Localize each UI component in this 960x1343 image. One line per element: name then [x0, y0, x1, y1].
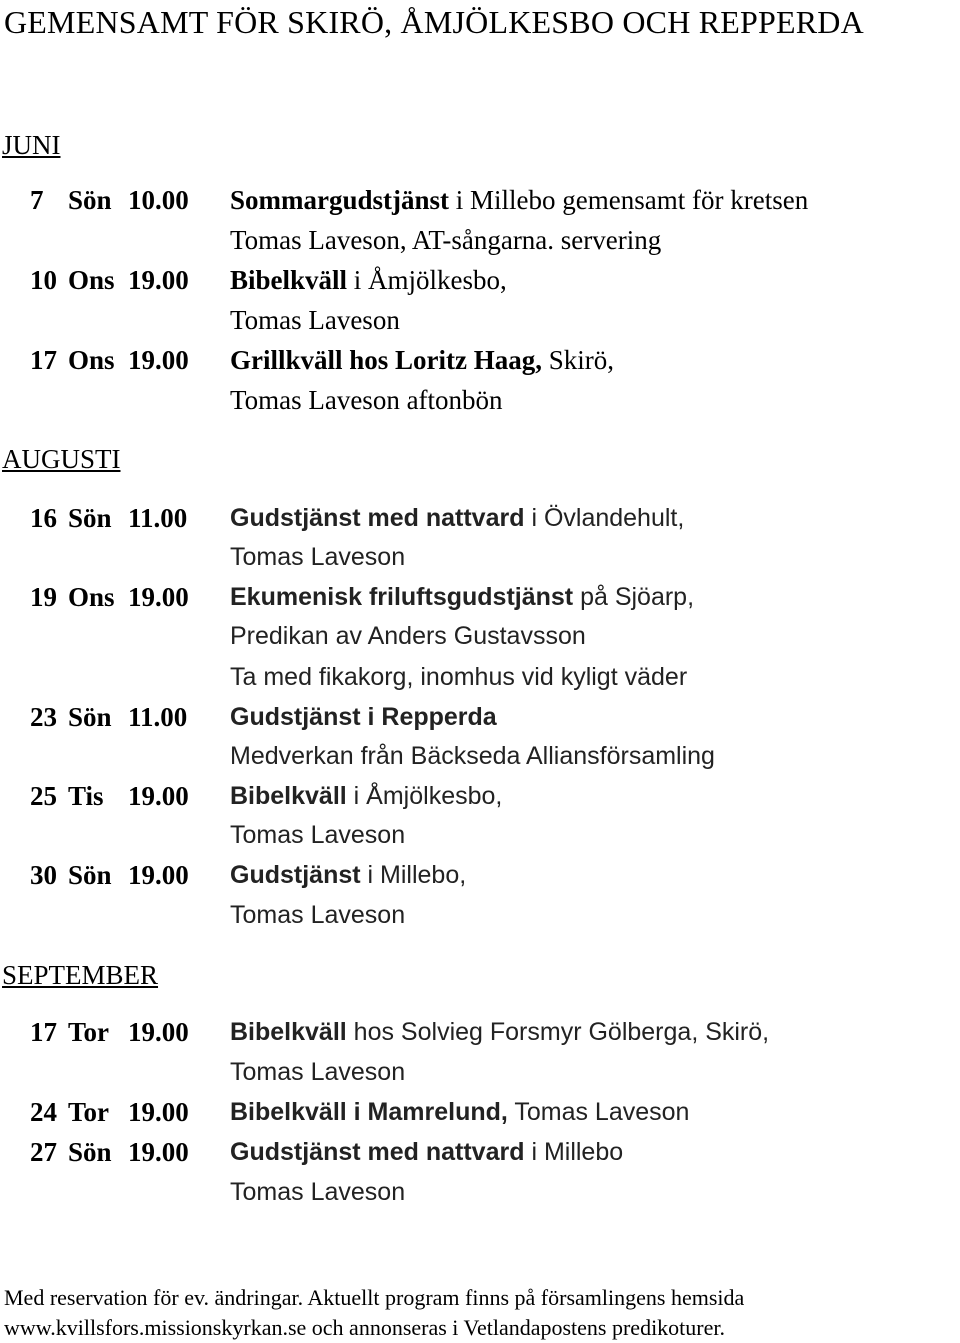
event-time: 11.00 [128, 503, 188, 533]
event-details: Tomas Laveson, AT-sångarna. servering [230, 225, 662, 255]
event-time: 19.00 [128, 1097, 189, 1127]
event-weekday: Tor [68, 1097, 110, 1127]
event-time: 19.00 [128, 781, 189, 811]
event-day: 17 [30, 1017, 57, 1047]
event-time: 19.00 [128, 345, 189, 375]
event-details: i Övlandehult, [524, 504, 685, 532]
event-weekday: Ons [68, 265, 115, 295]
event-time: 19.00 [128, 265, 189, 295]
event-day: 10 [30, 265, 57, 295]
event-details: Tomas Laveson aftonbön [230, 385, 503, 415]
event-title: Gudstjänst i Repperda [230, 703, 497, 731]
event-description [230, 1013, 769, 1051]
event-time: 19.00 [128, 860, 189, 890]
event-title: Sommargudstjänst [230, 185, 450, 215]
event-description [230, 1133, 623, 1171]
event-day: 23 [30, 702, 57, 732]
month-heading-september: SEPTEMBER [2, 960, 159, 990]
event-day: 30 [30, 860, 57, 890]
event-time: 19.00 [128, 1017, 189, 1047]
event-title: Gudstjänst med nattvard [230, 1138, 525, 1166]
page-title: GEMENSAMT FÖR SKIRÖ, ÅMJÖLKESBO OCH REPPERDA [4, 4, 864, 40]
event-weekday: Sön [68, 185, 112, 215]
event-details: på Sjöarp, [573, 583, 695, 611]
event-description [230, 1093, 689, 1131]
event-description [230, 698, 497, 736]
event-day: 7 [30, 185, 44, 215]
event-details: Tomas Laveson [230, 543, 406, 571]
event-details: Skirö, [542, 345, 615, 375]
event-details: Tomas Laveson [230, 821, 406, 849]
event-description [230, 181, 808, 219]
event-description [230, 261, 507, 299]
footer-website: www.kvillsfors.missionskyrkan.se och annonseras i Vetlandapostens predikoturer. [4, 1315, 725, 1340]
event-description [230, 578, 694, 616]
event-title: Grillkväll hos Loritz Haag, [230, 345, 543, 375]
event-title: Bibelkväll i Mamrelund, [230, 1098, 508, 1126]
event-details: hos Solvieg Forsmyr Gölberga, Skirö, [346, 1018, 770, 1046]
event-day: 17 [30, 345, 57, 375]
event-weekday: Sön [68, 702, 112, 732]
event-details: i Millebo gemensamt för kretsen [449, 185, 809, 215]
event-weekday: Tis [68, 781, 104, 811]
event-day: 16 [30, 503, 57, 533]
event-day: 25 [30, 781, 57, 811]
event-details: Medverkan från Bäckseda Alliansförsamling [230, 742, 715, 770]
event-description [230, 341, 614, 379]
event-time: 10.00 [128, 185, 189, 215]
event-title: Gudstjänst [230, 861, 361, 889]
event-day: 19 [30, 582, 57, 612]
event-details: Predikan av Anders Gustavsson [230, 622, 586, 650]
event-title: Bibelkväll [230, 265, 348, 295]
event-details: i Åmjölkesbo, [346, 782, 503, 810]
footer-note: Med reservation för ev. ändringar. Aktuellt program finns på församlingens hemsida [4, 1285, 745, 1310]
event-weekday: Ons [68, 582, 115, 612]
event-details: Tomas Laveson [230, 305, 400, 335]
month-heading-juni: JUNI [2, 130, 61, 160]
event-time: 19.00 [128, 582, 189, 612]
event-details: i Åmjölkesbo, [347, 265, 507, 295]
event-weekday: Sön [68, 503, 112, 533]
event-weekday: Sön [68, 860, 112, 890]
event-details: Tomas Laveson [507, 1098, 690, 1126]
event-day: 24 [30, 1097, 57, 1127]
event-time: 19.00 [128, 1137, 189, 1167]
event-title: Gudstjänst med nattvard [230, 504, 525, 532]
event-details: Tomas Laveson [230, 1178, 406, 1206]
event-title: Bibelkväll [230, 1018, 347, 1046]
event-details: Ta med fikakorg, inomhus vid kyligt väder [230, 663, 688, 691]
event-details: i Millebo, [360, 861, 467, 889]
event-day: 27 [30, 1137, 57, 1167]
event-weekday: Tor [68, 1017, 110, 1047]
event-time: 11.00 [128, 702, 188, 732]
event-details: Tomas Laveson [230, 1058, 406, 1086]
event-description [230, 856, 466, 894]
event-title: Bibelkväll [230, 782, 347, 810]
event-details: Tomas Laveson [230, 901, 406, 929]
event-description [230, 777, 502, 815]
event-details: i Millebo [524, 1138, 624, 1166]
event-weekday: Sön [68, 1137, 112, 1167]
month-heading-augusti: AUGUSTI [2, 444, 121, 474]
event-description [230, 499, 684, 537]
event-title: Ekumenisk friluftsgudstjänst [230, 583, 574, 611]
event-weekday: Ons [68, 345, 115, 375]
